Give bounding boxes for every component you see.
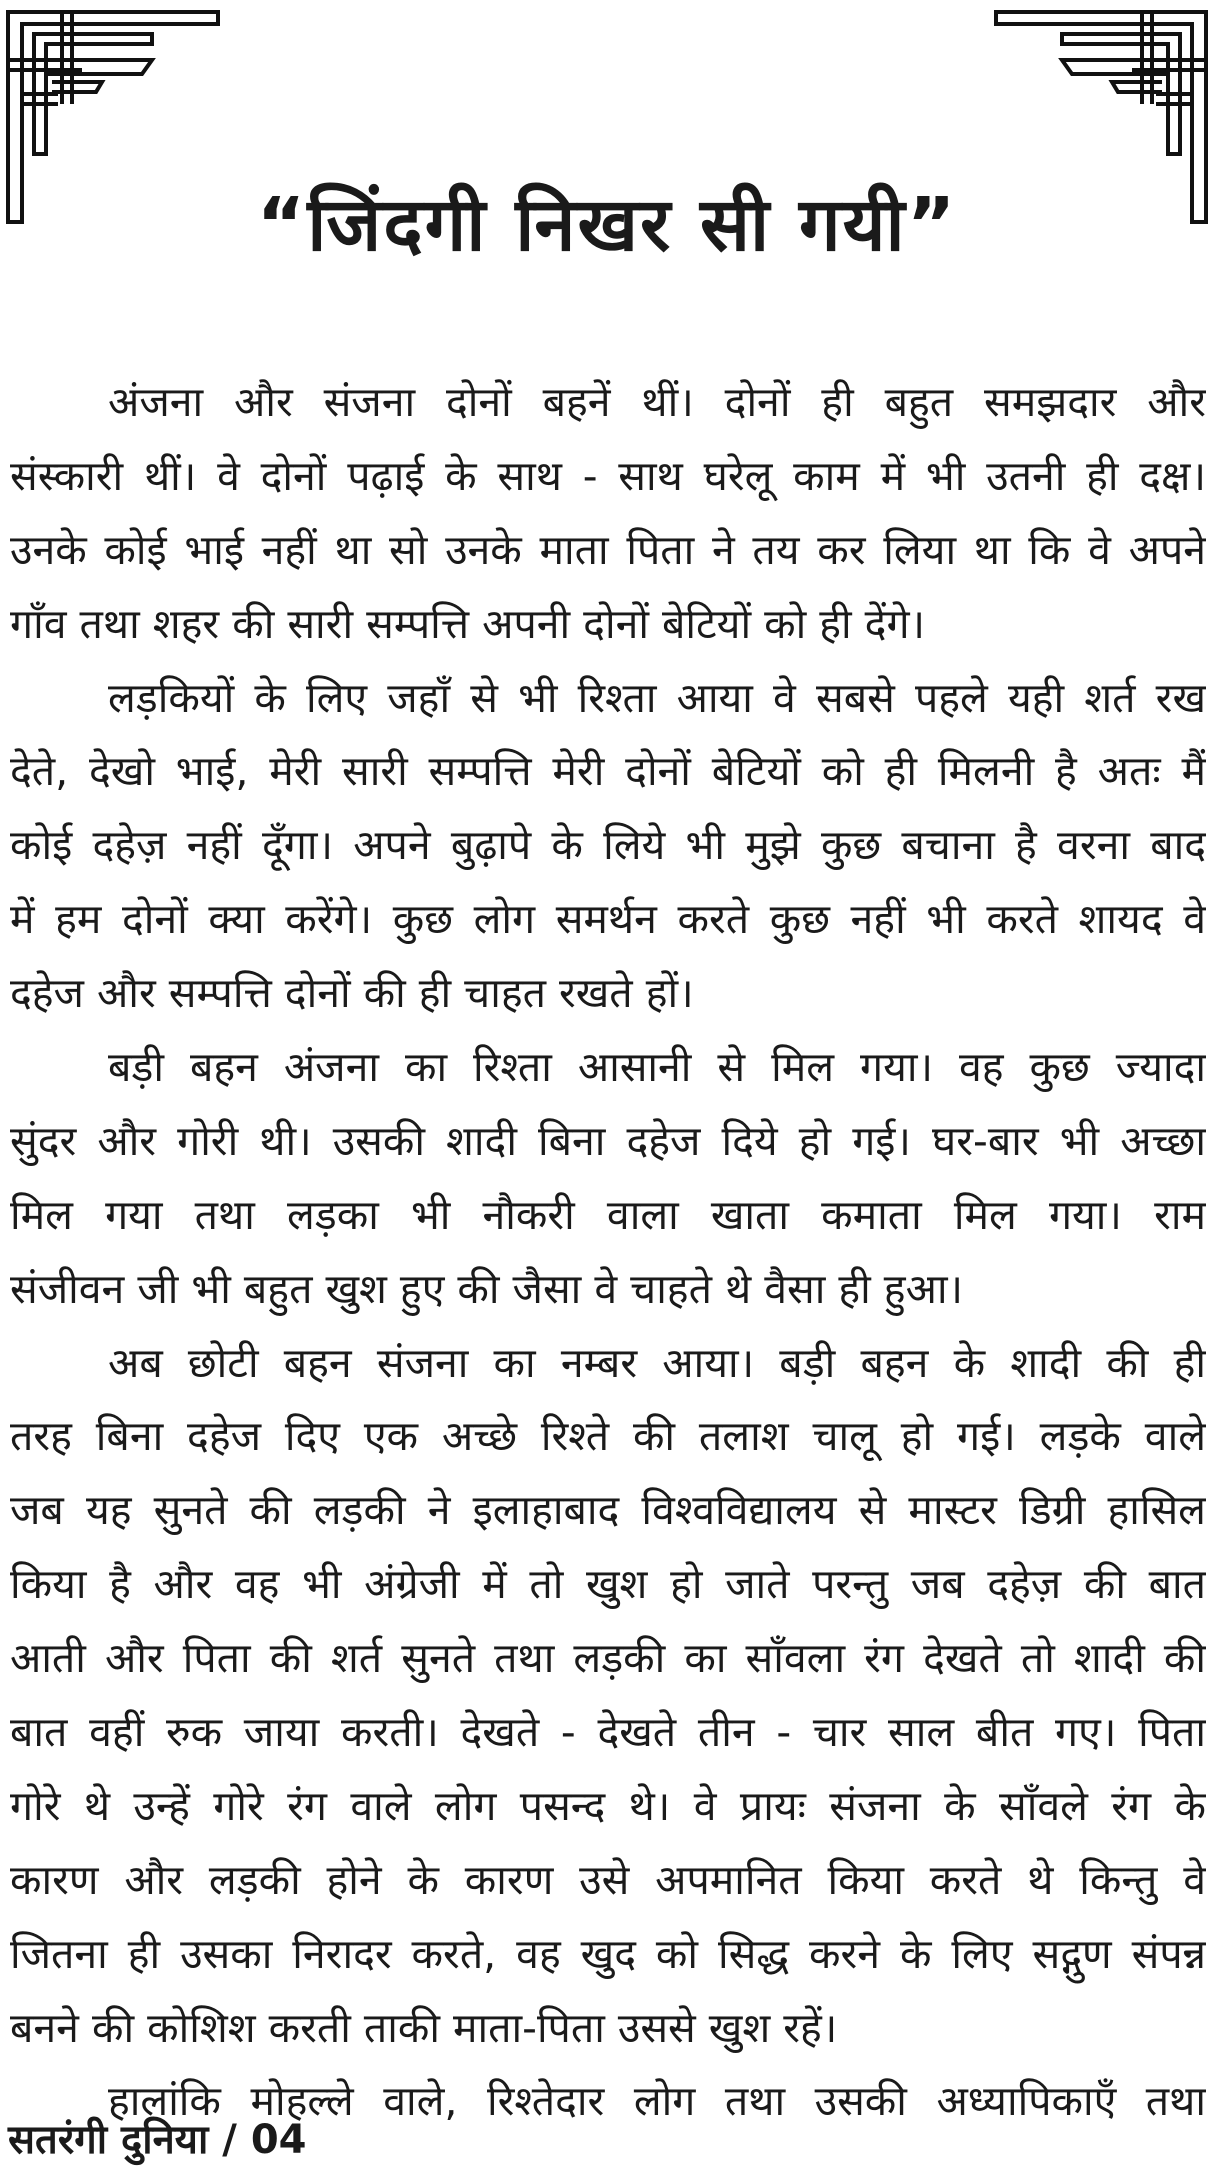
- text-line: अंजना और संजना दोनों बहनें थीं। दोनों ही बहुत समझदार और: [108, 378, 1206, 426]
- text-line: जितना ही उसका निरादर करते, वह खुद को सिद्ध करने के लिए सद्गुण संपन्न: [10, 1929, 1206, 1978]
- story-title: “जिंदगी निखर सी गयी”: [256, 182, 958, 268]
- text-line: में हम दोनों क्या करेंगे। कुछ लोग समर्थन करते कुछ नहीं भी करते शायद वे: [10, 895, 1206, 944]
- text-line: मिल गया तथा लड़का भी नौकरी वाला खाता कमाता मिल गया। राम: [10, 1190, 1206, 1239]
- text-line: बड़ी बहन अंजना का रिश्ता आसानी से मिल गया। वह कुछ ज्यादा: [108, 1043, 1206, 1092]
- text-line: दहेज और सम्पत्ति दोनों की ही चाहत रखते हों।: [10, 969, 694, 1018]
- text-line: कोई दहेज़ नहीं दूँगा। अपने बुढ़ापे के लिये भी मुझे कुछ बचाना है वरना बाद: [10, 821, 1206, 870]
- text-line: लड़कियों के लिए जहाँ से भी रिश्ता आया वे सबसे पहले यही शर्त रख: [108, 673, 1206, 722]
- text-line: कारण और लड़की होने के कारण उसे अपमानित किया करते थे किन्तु वे: [10, 1855, 1206, 1904]
- text-line: देते, देखो भाई, मेरी सारी सम्पत्ति मेरी दोनों बेटियों को ही मिलनी है अतः मैं: [10, 747, 1206, 796]
- text-line: संस्कारी थीं। वे दोनों पढ़ाई के साथ - साथ घरेलू काम में भी उतनी ही दक्ष।: [10, 451, 1206, 500]
- text-line: किया है और वह भी अंग्रेजी में तो खुश हो जाते परन्तु जब दहेज़ की बात: [10, 1560, 1206, 1609]
- story-body: [10, 366, 1206, 2139]
- text-line: संजीवन जी भी बहुत खुश हुए की जैसा वे चाहते थे वैसा ही हुआ।: [10, 1264, 964, 1313]
- text-line: उनके कोई भाई नहीं था सो उनके माता पिता ने तय कर लिया था कि वे अपने: [10, 525, 1206, 574]
- text-line: अब छोटी बहन संजना का नम्बर आया। बड़ी बहन के शादी की ही: [108, 1338, 1206, 1387]
- text-line: जब यह सुनते की लड़की ने इलाहाबाद विश्वविद्यालय से मास्टर डिग्री हासिल: [10, 1486, 1206, 1535]
- text-line: गाँव तथा शहर की सारी सम्पत्ति अपनी दोनों बेटियों को ही देंगे।: [10, 599, 926, 648]
- page-footer: सतरंगी दुनिया / 04: [8, 2117, 307, 2163]
- text-line: आती और पिता की शर्त सुनते तथा लड़की का साँवला रंग देखते तो शादी की: [10, 1634, 1206, 1683]
- text-line: हालांकि मोहल्ले वाले, रिश्तेदार लोग तथा उसकी अध्यापिकाएँ तथा: [108, 2077, 1206, 2126]
- text-line: गोरे थे उन्हें गोरे रंग वाले लोग पसन्द थे। वे प्रायः संजना के साँवले रंग के: [10, 1781, 1206, 1830]
- text-line: सुंदर और गोरी थी। उसकी शादी बिना दहेज दिये हो गई। घर-बार भी अच्छा: [10, 1116, 1206, 1165]
- text-line: तरह बिना दहेज दिए एक अच्छे रिश्ते की तलाश चालू हो गई। लड़के वाले: [10, 1412, 1206, 1461]
- text-line: बनने की कोशिश करती ताकी माता-पिता उससे खुश रहें।: [10, 2003, 838, 2052]
- text-line: बात वहीं रुक जाया करती। देखते - देखते तीन - चार साल बीत गए। पिता: [10, 1708, 1206, 1757]
